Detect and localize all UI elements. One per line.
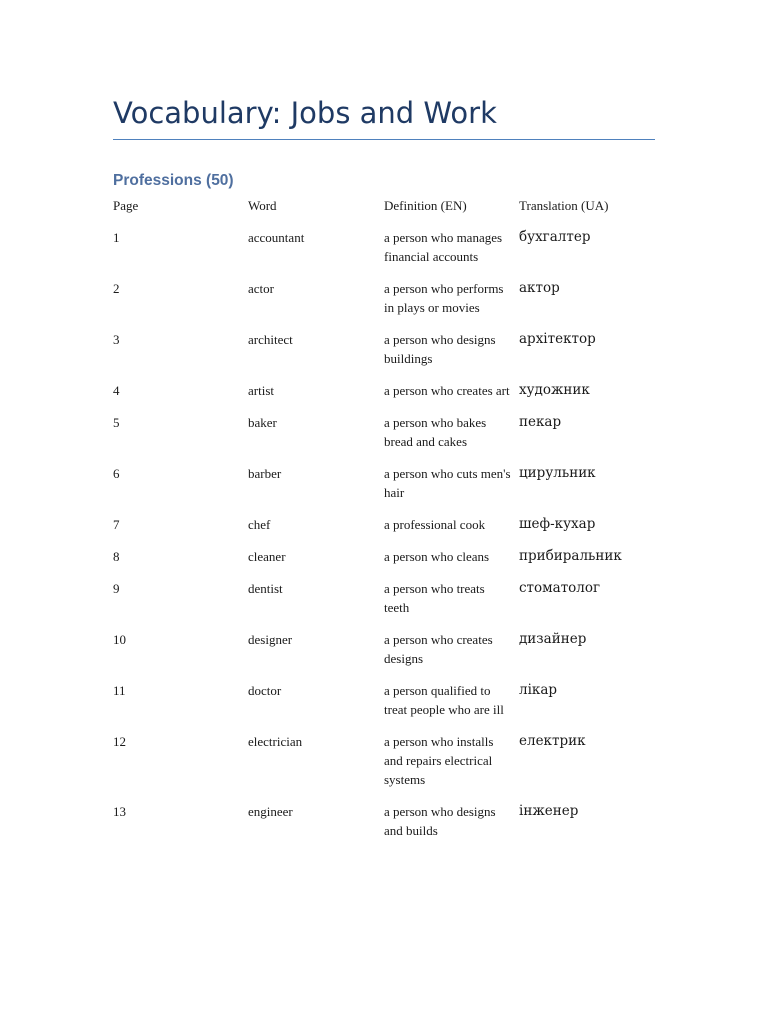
word-cell: architect <box>248 332 293 347</box>
translation-cell: архітектор <box>519 331 596 347</box>
table-row <box>113 515 655 547</box>
page-cell: 2 <box>113 281 120 296</box>
page-cell: 1 <box>113 230 120 245</box>
table-row <box>113 802 655 853</box>
word-cell: dentist <box>248 581 283 596</box>
column-header-translation: Translation (UA) <box>519 198 609 213</box>
page-cell: 11 <box>113 683 126 698</box>
table-row <box>113 330 655 381</box>
table-row <box>113 547 655 579</box>
definition-cell: a person who designs and builds <box>384 804 496 838</box>
translation-cell: пекар <box>519 414 562 430</box>
word-cell: chef <box>248 517 271 532</box>
table-row <box>113 381 655 413</box>
translation-cell: прибиральник <box>519 548 622 564</box>
document-title: Vocabulary: Jobs and Work <box>113 96 497 130</box>
definition-cell: a person who cleans <box>384 549 490 564</box>
definition-cell: a person who treats teeth <box>384 581 485 615</box>
column-header-word: Word <box>248 198 277 213</box>
table-body <box>113 228 655 853</box>
page-cell: 6 <box>113 466 120 481</box>
definition-cell: a person qualified to treat people who are ill <box>384 683 504 717</box>
definition-cell: a professional cook <box>384 517 486 532</box>
definition-cell: a person who manages financial accounts <box>384 230 503 264</box>
translation-cell: актор <box>519 280 560 296</box>
table-row <box>113 681 655 732</box>
word-cell: doctor <box>248 683 282 698</box>
word-cell: designer <box>248 632 293 647</box>
word-cell: cleaner <box>248 549 286 564</box>
translation-cell: інженер <box>519 803 579 819</box>
table-header-row <box>113 196 655 228</box>
definition-cell: a person who creates art <box>384 383 510 398</box>
definition-cell: a person who designs buildings <box>384 332 496 366</box>
word-cell: artist <box>248 383 274 398</box>
page-cell: 13 <box>113 804 126 819</box>
page-cell: 7 <box>113 517 120 532</box>
word-cell: accountant <box>248 230 305 245</box>
table-row <box>113 579 655 630</box>
word-cell: electrician <box>248 734 303 749</box>
page-cell: 9 <box>113 581 120 596</box>
page-cell: 8 <box>113 549 120 564</box>
vocabulary-table <box>113 196 655 853</box>
translation-cell: електрик <box>519 733 586 749</box>
section-heading: Professions (50) <box>113 172 234 189</box>
word-cell: engineer <box>248 804 293 819</box>
table-row <box>113 228 655 279</box>
translation-cell: цирульник <box>519 465 596 481</box>
definition-cell: a person who cuts men's hair <box>384 466 511 500</box>
table-row <box>113 413 655 464</box>
translation-cell: лікар <box>519 682 558 698</box>
column-header-definition: Definition (EN) <box>384 198 467 213</box>
table-row <box>113 464 655 515</box>
page-cell: 5 <box>113 415 120 430</box>
translation-cell: художник <box>519 382 590 398</box>
word-cell: barber <box>248 466 282 481</box>
title-underline <box>113 139 655 140</box>
definition-cell: a person who installs and repairs electrical systems <box>384 734 494 787</box>
definition-cell: a person who creates designs <box>384 632 493 666</box>
translation-cell: стоматолог <box>519 580 601 596</box>
definition-cell: a person who performs in plays or movies <box>384 281 504 315</box>
translation-cell: шеф-кухар <box>519 516 596 532</box>
table-row <box>113 732 655 802</box>
translation-cell: дизайнер <box>519 631 587 647</box>
page-cell: 10 <box>113 632 126 647</box>
table-row <box>113 630 655 681</box>
table-row <box>113 279 655 330</box>
word-cell: baker <box>248 415 277 430</box>
page-cell: 4 <box>113 383 120 398</box>
word-cell: actor <box>248 281 274 296</box>
page-cell: 3 <box>113 332 120 347</box>
definition-cell: a person who bakes bread and cakes <box>384 415 487 449</box>
column-header-page: Page <box>113 198 139 213</box>
document-page <box>113 0 655 1024</box>
translation-cell: бухгалтер <box>519 229 591 245</box>
page-cell: 12 <box>113 734 126 749</box>
